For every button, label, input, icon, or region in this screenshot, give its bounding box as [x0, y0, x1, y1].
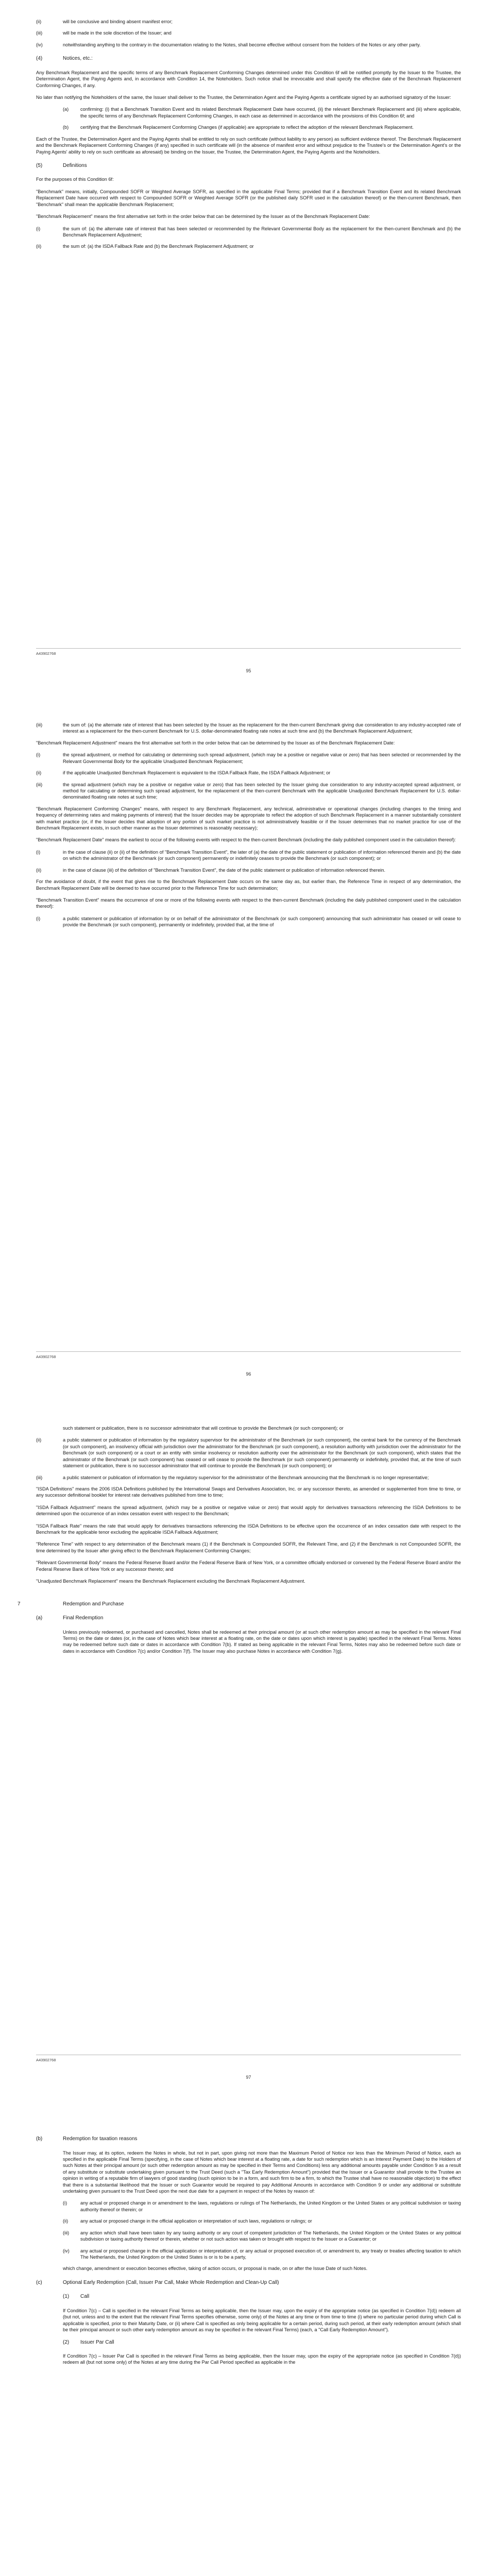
list-item: (ii) if the applicable Unadjusted Benchmark Replacement is equivalent to the ISDA Fallback Rate, the ISDA Fallback Adjustment; or: [36, 770, 331, 776]
list-item: (i) a public statement or publication of information by or on behalf of the administrator of the Benchmark (or such component) announcing that such administrator has ceased or will cease to provide the Benchmark (or such component), permanently or indefinitely, provided that, at the time of: [36, 916, 461, 928]
document-reference: A43902768: [36, 651, 56, 656]
section-heading: 7 Redemption and Purchase: [18, 1601, 124, 1607]
document-reference: A43902768: [36, 2058, 56, 2062]
paragraph: "Unadjusted Benchmark Replacement" means the Benchmark Replacement excluding the Benchmark Replacement Adjustment.: [36, 1579, 305, 1584]
list-item: (iii) will be made in the sole discretion of the Issuer; and: [36, 30, 172, 36]
list-item: (iii) a public statement or publication of information by the regulatory supervisor for the administrator of the Benchmark announcing that the Benchmark is no longer representative;: [36, 1475, 429, 1480]
paragraph: For the avoidance of doubt, if the event that gives rise to the Benchmark Replacement Date occurs on the same day as, but earlier than, the Reference Time in respect of any determination, the Benchmark Replacement Date will be deemed to have occurred prior to the Reference Time for such determination;: [36, 879, 461, 891]
list-item: (a) confirming: (i) that a Benchmark Transition Event and its related Benchmark Replacement Date have occurred, (ii) the relevant Benchmark Replacement and (iii) where applicable, the specific terms of any Benchmark Replacement Conforming Changes, in each case as determined in accordance with the provisions of this Condition 6f; and: [63, 107, 461, 118]
section-heading: (5) Definitions: [36, 162, 87, 168]
section-heading: (a) Final Redemption: [36, 1615, 104, 1621]
list-item: (ii) will be conclusive and binding absent manifest error;: [36, 19, 173, 24]
page-97-body: [18, 1425, 461, 1660]
page-96: [0, 703, 497, 1406]
list-item: (iii) the spread adjustment (which may be a positive or negative value or zero) that has been selected by the Issuer giving due consideration to any industry-accepted spread adjustment, or method for calculating or determining such spread adjustment, for the replacement of the then-current Benchmark with the applicable Unadjusted Benchmark Replacement for U.S. dollar-denominated floating rate notes at such time;: [36, 782, 461, 800]
page-98: [0, 2110, 497, 2576]
paragraph: "Benchmark Replacement" means the first alternative set forth in the order below that can be determined by the Issuer as of the Benchmark Replacement Date:: [36, 214, 370, 219]
paragraph: "ISDA Fallback Adjustment" means the spread adjustment, (which may be a positive or negative value or zero) that would apply for derivatives transactions referencing the ISDA Definitions to be determined upon the occurrence of an index cessation event with respect to the Benchmark;: [36, 1504, 461, 1517]
list-item: (iii) any action which shall have been taken by any taxing authority or any court of competent jurisdiction of The Netherlands, the United Kingdom or the United States or any political subdivision or taxing authority thereof or therein, whether or not such action was taken or brought with respect to the Issuer or a Guarantor; or: [63, 2230, 461, 2242]
list-item: (i) the sum of: (a) the alternate rate of interest that has been selected or recommended by the Relevant Governmental Body as the replacement for the then-current Benchmark and (b) the Benchmark Replacement Adjustment;: [36, 226, 461, 238]
list-item: (i) the spread adjustment, or method for calculating or determining such spread adjustment, (which may be a positive or negative value or zero) that has been selected or recommended by the Relevant Governmental Body for the applicable Unadjusted Benchmark Replacement;: [36, 752, 461, 764]
list-item: (i) any actual or proposed change in or amendment to the laws, regulations or rulings of The Netherlands, the United Kingdom or the United States or any political subdivision or taxing authority thereof or therein; or: [63, 2200, 461, 2212]
paragraph: "Benchmark Replacement Date" means the earliest to occur of the following events with respect to the then-current Benchmark (including the daily published component used in the calculation thereof):: [36, 837, 456, 843]
section-heading: (c) Optional Early Redemption (Call, Issuer Par Call, Make Whole Redemption and Clean-Up Call): [36, 2279, 279, 2285]
page-97: [0, 1406, 497, 2110]
paragraph: The Issuer may, at its option, redeem the Notes in whole, but not in part, upon giving not more than the Maximum Period of Notice nor less than the Minimum Period of Notice, each as specified in the applicable Final Terms (specifying, in the case of Notes which bear interest at a floating rate, a date for such redemption which is an Interest Payment Date) to the Holders of such Notes at their principal amount (or such other redemption amount as may be specified in their Terms and Conditions) less any additional amounts payable under Condition 9 as a result of any substitute or substitute undertaking given pursuant to the Trust Deed (such a "Tax Early Redemption Amount") provided that the Issuer or a Guarantor shall provide to the Trustee an opinion in writing of a reputable firm of lawyers of good standing (such opinion to be in a form, and such firm to be a firm, to which the Trustee shall have no reasonable objection) to the effect that there is a substantial likelihood that the Issuer or such Guarantor would be required to pay Additional Amounts in accordance with Condition 9 or under any additional or substitute undertaking given pursuant to the Trust Deed upon the next due date for a payment in respect of the Notes by reason of:: [63, 2150, 461, 2194]
paragraph: "Benchmark Transition Event" means the occurrence of one or more of the following events with respect to the then-current Benchmark (including the daily published component used in the calculation thereof):: [36, 897, 461, 909]
list-item: (ii) a public statement or publication of information by the regulatory supervisor for the administrator of the Benchmark (or such component), the central bank for the currency of the Benchmark (or such component), an insolvency official with jurisdiction over the administrator for the Benchmark (or such component), a resolution authority with jurisdiction over the administrator for the Benchmark (or such component) or a court or an entity with similar insolvency or resolution authority over the administrator for the Benchmark (or such component), which states that the administrator of the Benchmark (or such component) has ceased or will cease to provide the Benchmark (or such component) permanently or indefinitely, provided that, at the time of such statement or publication, there is no successor administrator that will continue to provide the Benchmark (or such component); or: [36, 1437, 461, 1469]
list-item: (iv) any actual or proposed change in the official application or interpretation of, or any actual or proposed execution of, or amendment to, any treaty or treaties affecting taxation to which The Netherlands, the United Kingdom or the United States is or is to be a party,: [63, 2248, 461, 2260]
page-98-body: [36, 2128, 461, 2371]
list-item: (ii) any actual or proposed change in the official application or interpretation of such laws, regulations or rulings; or: [63, 2218, 312, 2224]
page-number: 97: [246, 2075, 251, 2080]
paragraph: "ISDA Fallback Rate" means the rate that would apply for derivatives transactions referencing the ISDA Definitions to be effective upon the occurrence of an index cessation date with respect to the Benchmark for the applicable tenor excluding the applicable ISDA Fallback Adjustment;: [36, 1523, 461, 1535]
list-item: (i) in the case of clause (ii) or (ii) of the definition of "Benchmark Transition Event", the later of (a) the date of the public statement or publication of information referenced therein and (b) the date on which the administrator of the Benchmark (or such component) permanently or indefinitely ceases to provide the Benchmark (or such component); or: [36, 849, 461, 861]
list-item: (iv) notwithstanding anything to the contrary in the documentation relating to the Notes, shall become effective without consent from the holders of the Notes or any other party.: [36, 42, 421, 47]
list-item: (ii) the sum of: (a) the ISDA Fallback Rate and (b) the Benchmark Replacement Adjustment; or: [36, 244, 254, 249]
page-96-body: [36, 722, 461, 934]
subsection-heading: (2) Issuer Par Call: [63, 2339, 114, 2345]
paragraph: such statement or publication, there is no successor administrator that will continue to provide the Benchmark (or such component); or: [63, 1426, 344, 1431]
paragraph: "Reference Time" with respect to any determination of the Benchmark means (1) if the Benchmark is Compounded SOFR, the Relevant Time, and (2) if the Benchmark is not Compounded SOFR, the time determined by the Issuer after giving effect to the Benchmark Replacement Conforming Changes;: [36, 1541, 461, 1553]
section-heading: (4) Notices, etc.:: [36, 56, 93, 62]
list-item: (iii) the sum of: (a) the alternate rate of interest that has been selected by the Issuer as the replacement for the then-current Benchmark giving due consideration to any industry-accepted rate of interest as a replacement for the then-current Benchmark for U.S. dollar-denominated floating rate notes at such time and (b) the Benchmark Replacement Adjustment;: [36, 722, 461, 734]
page-divider: [36, 648, 461, 649]
paragraph: Any Benchmark Replacement and the specific terms of any Benchmark Replacement Conforming Changes determined under this Condition 6f will be notified promptly by the Issuer to the Trustee, the Determination Agent, the Paying Agents and, in accordance with Condition 14, the Noteholders. Such notice shall be irrevocable and shall specify the effective date of the Benchmark Replacement Conforming Changes, if any.: [36, 70, 461, 88]
list-item: (b) certifying that the Benchmark Replacement Conforming Changes (if applicable) are appropriate to reflect the adoption of the relevant Benchmark Replacement.: [63, 125, 414, 130]
list-item: (ii) in the case of clause (iii) of the definition of "Benchmark Transition Event", the date of the public statement or publication of information referenced therein.: [36, 867, 386, 873]
section-heading: (b) Redemption for taxation reasons: [36, 2136, 138, 2142]
paragraph: If Condition 7(c) – Issuer Par Call is specified in the relevant Final Terms as being applicable, then the Issuer may, upon the expiry of the appropriate notice (as specified in Condition 7(d)) redeem all (but not some only) of the Notes at any time during the Par Call Period specified as applicable in the: [63, 2353, 461, 2365]
paragraph: "Benchmark Replacement Conforming Changes" means, with respect to any Benchmark Replacement, any technical, administrative or operational changes (including changes to the timing and frequency of determining rates and making payments of interest) that the Issuer decides may be appropriate to reflect the adoption of such Benchmark Replacement in a manner substantially consistent with market practice (or, if the Issuer decides that adoption of any portion of such market practice is not administratively feasible or if the Issuer determines that no market practice for use of the Benchmark Replacement exists, in such other manner as the Issuer determines is reasonably necessary);: [36, 806, 461, 831]
page-number: 96: [246, 1371, 251, 1377]
paragraph: For the purposes of this Condition 6f:: [36, 177, 114, 182]
page-95: [0, 0, 497, 703]
paragraph: Unless previously redeemed, or purchased and cancelled, Notes shall be redeemed at their principal amount (or at such other redemption amount as may be specified in the relevant Final Terms) on the date or dates (or, in the case of Notes which bear interest at a floating rate, on the date or dates upon which interest is payable) specified in the relevant Final Terms. Notes may be redeemed before such date or dates in accordance with Condition 7(b). If stated as being applicable in the relevant Final Terms, Notes may also be redeemed before such date or dates in accordance with Condition 7(c) and/or Condition 7(f). The Issuer may also purchase Notes in accordance with Condition 7(g).: [63, 1629, 461, 1654]
paragraph: "Relevant Governmental Body" means the Federal Reserve Board and/or the Federal Reserve Bank of New York, or a committee officially endorsed or convened by the Federal Reserve Board and/or the Federal Reserve Bank of New York or any successor thereto; and: [36, 1560, 461, 1572]
document-reference: A43902768: [36, 1354, 56, 1359]
page-divider: [36, 1351, 461, 1352]
subsection-heading: (1) Call: [63, 2294, 90, 2300]
page-95-body: [36, 19, 461, 255]
paragraph: "Benchmark Replacement Adjustment" means the first alternative set forth in the order below that can be determined by the Issuer as of the Benchmark Replacement Date:: [36, 740, 395, 745]
paragraph: which change, amendment or execution becomes effective, taking of action occurs, or proposal is made, on or after the Issue Date of such Notes.: [63, 2266, 368, 2272]
paragraph: If Condition 7(c) – Call is specified in the relevant Final Terms as being applicable, then the Issuer may, upon the expiry of the appropriate notice (as specified in Condition 7(d)) redeem all (but not, unless and to the extent that the relevant Final Terms specifies otherwise, some only) of the Notes at any time or from time to time (i) where no particular period during which Call is applicable is specified, prior to their Maturity Date, or (ii) where Call is specified as only being applicable for a certain period, during such period, at their early redemption amount (which shall be their principal amount or such other early redemption amount as may be specified in the relevant Final Terms) (each, a "Call Early Redemption Amount").: [63, 2308, 461, 2333]
paragraph: "Benchmark" means, initially, Compounded SOFR or Weighted Average SOFR, as specified in the applicable Final Terms; provided that if a Benchmark Transition Event and its related Benchmark Replacement Date have occurred with respect to Compounded SOFR or Weighted Average SOFR (or the published daily SOFR used in the calculation thereof) or the then-current Benchmark, then "Benchmark" shall mean the applicable Benchmark Replacement;: [36, 189, 461, 207]
page-number: 95: [246, 668, 251, 673]
paragraph: "ISDA Definitions" means the 2006 ISDA Definitions published by the International Swaps and Derivatives Association, Inc. or any successor thereto, as amended or supplemented from time to time, or any successor definitional booklet for interest rate derivatives published from time to time;: [36, 1486, 461, 1498]
paragraph: Each of the Trustee, the Determination Agent and the Paying Agents shall be entitled to rely on such certificate (without liability to any person) as sufficient evidence thereof. The Benchmark Replacement and the Benchmark Replacement Conforming Changes (if any) specified in such certificate will (in the absence of manifest error and without prejudice to the Trustee's or the Determination Agent's or the Paying Agents' ability to rely on such certificate as aforesaid) be binding on the Issuer, the Trustee, the Determination Agent, the Paying Agents and the Noteholders.: [36, 136, 461, 155]
paragraph: No later than notifying the Noteholders of the same, the Issuer shall deliver to the Trustee, the Determination Agent and the Paying Agents a certificate signed by an authorised signatory of the Issuer:: [36, 95, 451, 100]
